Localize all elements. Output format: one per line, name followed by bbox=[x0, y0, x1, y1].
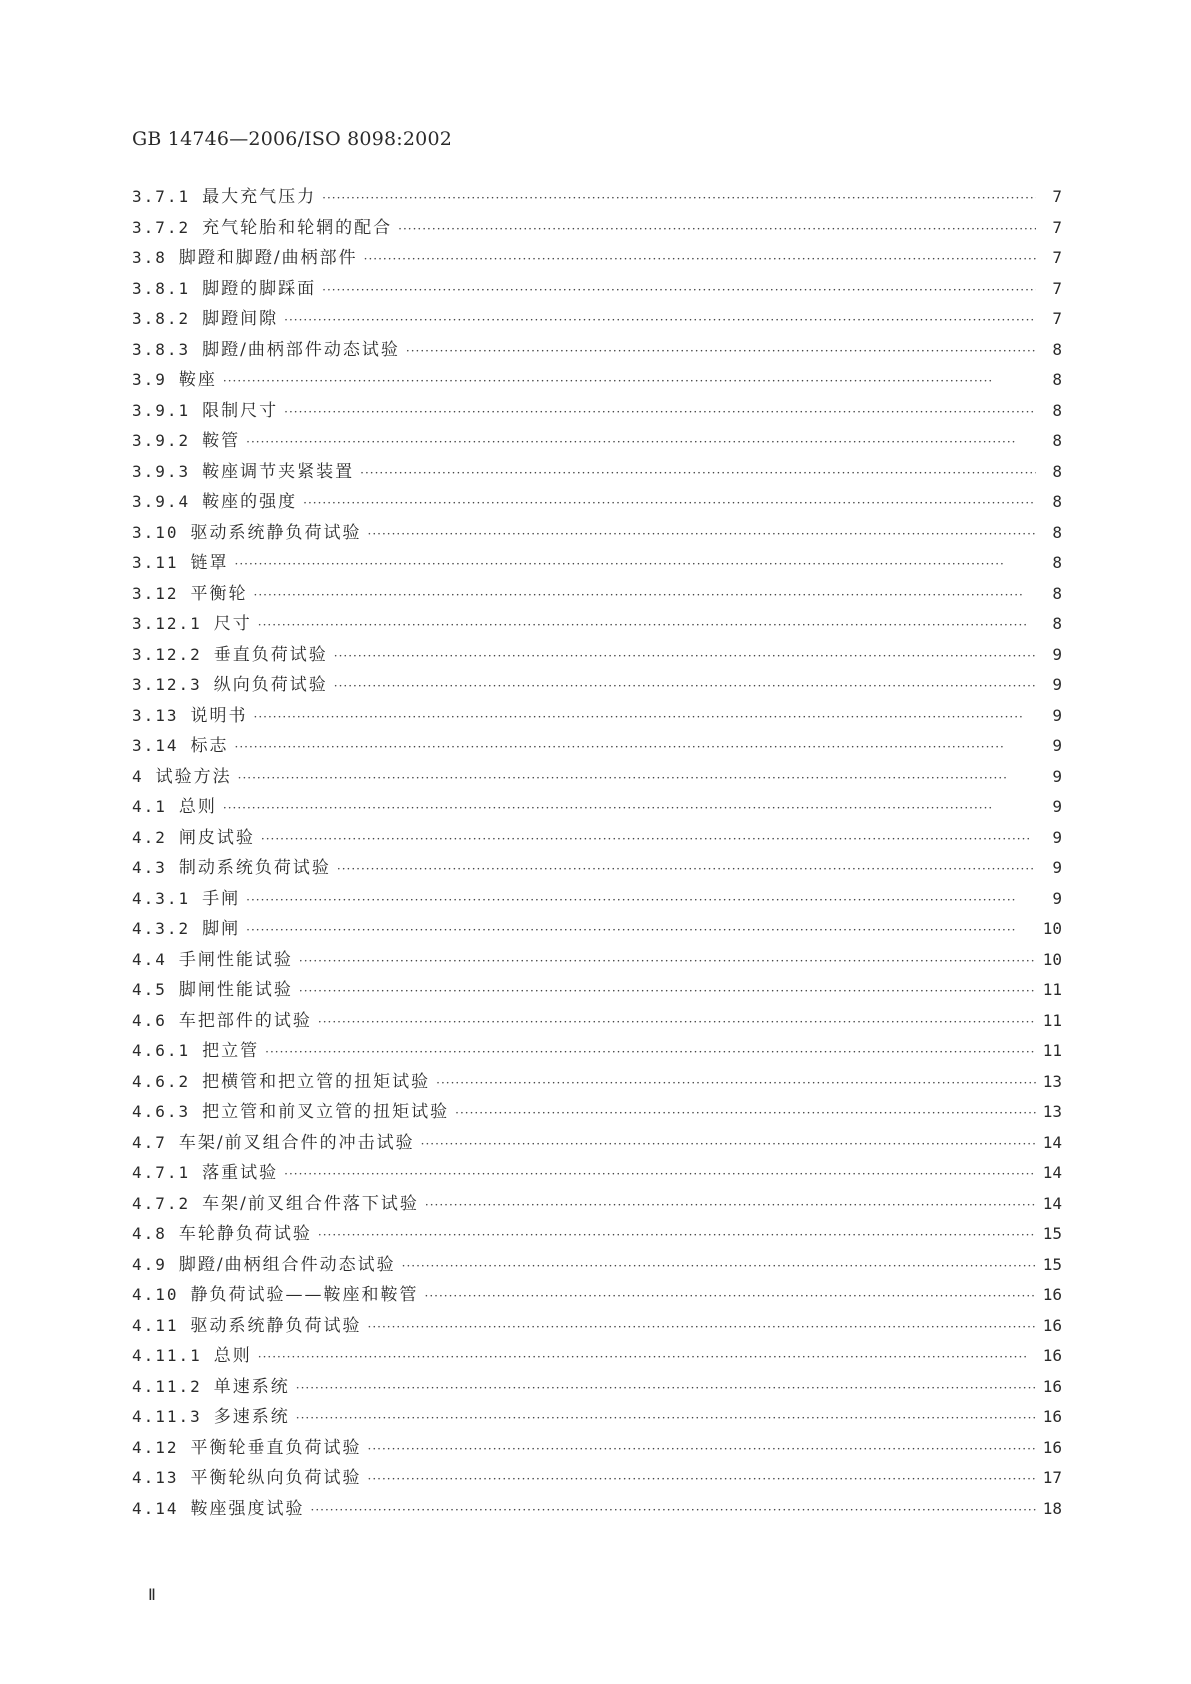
dot-leader bbox=[337, 862, 1036, 876]
page-ref: 14 bbox=[1042, 1163, 1062, 1182]
page-ref: 16 bbox=[1042, 1376, 1062, 1396]
document-header: GB 14746—2006/ISO 8098:2002 bbox=[132, 128, 453, 150]
dot-leader bbox=[364, 252, 1036, 266]
dot-leader bbox=[254, 710, 1036, 724]
page-ref: 8 bbox=[1052, 400, 1062, 420]
dot-leader bbox=[296, 1411, 1036, 1425]
dot-leader bbox=[258, 1350, 1036, 1364]
page-ref: 8 bbox=[1052, 339, 1062, 359]
section-title: 纵向负荷试验 bbox=[213, 675, 328, 695]
page-ref: 8 bbox=[1052, 370, 1062, 389]
page-ref: 15 bbox=[1042, 1254, 1062, 1274]
section-number: 3.9 bbox=[132, 370, 167, 389]
section-title: 车架/前叉组合件落下试验 bbox=[202, 1193, 419, 1214]
section-number: 4.13 bbox=[132, 1468, 179, 1487]
page-ref: 11 bbox=[1042, 1041, 1062, 1060]
page-ref: 8 bbox=[1052, 492, 1062, 511]
toc-entry[interactable] bbox=[132, 365, 1062, 396]
toc-entry[interactable] bbox=[132, 945, 1062, 976]
toc-entry[interactable] bbox=[132, 609, 1062, 640]
toc-entry[interactable] bbox=[132, 1097, 1062, 1128]
section-number: 3.11 bbox=[132, 553, 179, 572]
section-number: 3.14 bbox=[132, 736, 179, 755]
page-ref: 9 bbox=[1052, 736, 1062, 755]
dot-leader bbox=[368, 1472, 1036, 1486]
section-number: 4.6.3 bbox=[132, 1102, 191, 1121]
section-number: 3.12.2 bbox=[132, 644, 202, 664]
page-ref: 18 bbox=[1042, 1498, 1062, 1518]
dot-leader bbox=[360, 466, 1036, 480]
toc-entry[interactable] bbox=[132, 213, 1062, 244]
section-title: 链罩 bbox=[190, 553, 229, 573]
dot-leader bbox=[254, 588, 1036, 602]
page-ref: 16 bbox=[1042, 1346, 1062, 1365]
section-number: 3.8.2 bbox=[132, 309, 191, 328]
section-number: 3.10 bbox=[132, 522, 179, 542]
section-title: 静负荷试验——鞍座和鞍管 bbox=[190, 1285, 419, 1305]
section-number: 3.9.2 bbox=[132, 431, 191, 450]
page-ref: 9 bbox=[1052, 827, 1062, 847]
page-ref: 9 bbox=[1052, 858, 1062, 877]
section-number: 3.12.1 bbox=[132, 614, 202, 633]
section-title: 车架/前叉组合件的冲击试验 bbox=[178, 1132, 415, 1153]
section-number: 4 bbox=[132, 766, 144, 786]
page-ref: 8 bbox=[1052, 614, 1062, 633]
section-title: 手闸 bbox=[202, 888, 241, 909]
dot-leader bbox=[223, 801, 1036, 815]
section-number: 4.1 bbox=[132, 797, 167, 816]
table-of-contents bbox=[132, 182, 1062, 1524]
page-ref: 7 bbox=[1052, 278, 1062, 298]
section-title: 脚蹬间隙 bbox=[202, 309, 279, 329]
page-ref: 7 bbox=[1052, 309, 1062, 328]
dot-leader bbox=[223, 374, 1036, 388]
toc-entry[interactable] bbox=[132, 884, 1062, 915]
toc-entry[interactable] bbox=[132, 335, 1062, 366]
section-title: 把横管和把立管的扭矩试验 bbox=[202, 1071, 431, 1092]
section-number: 4.9 bbox=[132, 1254, 167, 1274]
page-ref: 7 bbox=[1052, 248, 1062, 267]
toc-entry[interactable] bbox=[132, 914, 1062, 945]
page-ref: 7 bbox=[1052, 217, 1062, 237]
dot-leader bbox=[284, 405, 1036, 419]
section-title: 车把部件的试验 bbox=[178, 1010, 312, 1031]
page-ref: 13 bbox=[1042, 1071, 1062, 1091]
section-title: 平衡轮 bbox=[190, 583, 248, 604]
section-number: 4.11.2 bbox=[132, 1376, 202, 1396]
dot-leader bbox=[235, 740, 1036, 754]
toc-entry[interactable] bbox=[132, 1280, 1062, 1311]
page-ref: 14 bbox=[1042, 1132, 1062, 1152]
dot-leader bbox=[284, 1167, 1036, 1181]
dot-leader bbox=[368, 1320, 1036, 1334]
toc-entry[interactable] bbox=[132, 823, 1062, 854]
section-number: 4.14 bbox=[132, 1498, 179, 1518]
section-title: 垂直负荷试验 bbox=[213, 644, 328, 665]
section-number: 4.3 bbox=[132, 858, 167, 877]
section-number: 4.7 bbox=[132, 1132, 167, 1152]
dot-leader bbox=[322, 283, 1036, 297]
section-number: 3.12 bbox=[132, 583, 179, 603]
toc-entry[interactable] bbox=[132, 1402, 1062, 1433]
section-number: 4.11.3 bbox=[132, 1407, 202, 1426]
toc-entry[interactable] bbox=[132, 274, 1062, 305]
toc-entry[interactable] bbox=[132, 975, 1062, 1006]
toc-entry[interactable] bbox=[132, 762, 1062, 793]
section-number: 4.11.1 bbox=[132, 1346, 202, 1365]
section-title: 充气轮胎和轮辋的配合 bbox=[202, 217, 393, 238]
toc-entry[interactable] bbox=[132, 396, 1062, 427]
dot-leader bbox=[299, 984, 1036, 998]
dot-leader bbox=[425, 1289, 1036, 1303]
toc-entry[interactable] bbox=[132, 1219, 1062, 1250]
section-title: 尺寸 bbox=[213, 614, 252, 634]
section-title: 标志 bbox=[190, 736, 229, 756]
section-title: 车轮静负荷试验 bbox=[178, 1224, 312, 1244]
section-number: 4.7.1 bbox=[132, 1163, 191, 1182]
section-number: 4.6 bbox=[132, 1010, 167, 1030]
page-ref: 9 bbox=[1052, 766, 1062, 786]
section-title: 单速系统 bbox=[213, 1376, 290, 1397]
page-ref: 8 bbox=[1052, 431, 1062, 450]
page-ref: 7 bbox=[1052, 187, 1062, 206]
page-ref: 16 bbox=[1042, 1407, 1062, 1426]
section-number: 3.7.2 bbox=[132, 217, 191, 237]
page-ref: 10 bbox=[1042, 949, 1062, 969]
dot-leader bbox=[246, 435, 1036, 449]
toc-entry[interactable] bbox=[132, 1067, 1062, 1098]
page-ref: 9 bbox=[1052, 888, 1062, 908]
page-ref: 16 bbox=[1042, 1437, 1062, 1457]
section-title: 平衡轮纵向负荷试验 bbox=[190, 1468, 362, 1488]
section-title: 脚闸 bbox=[202, 919, 241, 939]
toc-entry[interactable] bbox=[132, 731, 1062, 762]
toc-entry[interactable] bbox=[132, 1433, 1062, 1464]
page-ref: 11 bbox=[1042, 1010, 1062, 1030]
section-number: 4.6.1 bbox=[132, 1041, 191, 1060]
section-title: 最大充气压力 bbox=[202, 187, 317, 207]
section-title: 试验方法 bbox=[155, 766, 232, 787]
section-title: 制动系统负荷试验 bbox=[178, 858, 331, 878]
section-title: 驱动系统静负荷试验 bbox=[190, 1315, 362, 1336]
toc-entry[interactable] bbox=[132, 1250, 1062, 1281]
toc-entry[interactable] bbox=[132, 1189, 1062, 1220]
page-ref: 15 bbox=[1042, 1224, 1062, 1243]
section-number: 4.11 bbox=[132, 1315, 179, 1335]
section-number: 3.8 bbox=[132, 248, 167, 267]
page-ref: 11 bbox=[1042, 980, 1062, 999]
section-title: 脚蹬和脚蹬/曲柄部件 bbox=[178, 248, 358, 268]
section-number: 3.9.4 bbox=[132, 492, 191, 511]
section-number: 3.13 bbox=[132, 705, 179, 725]
dot-leader bbox=[246, 923, 1036, 937]
section-title: 脚蹬/曲柄组合件动态试验 bbox=[178, 1254, 396, 1275]
section-title: 平衡轮垂直负荷试验 bbox=[190, 1437, 362, 1458]
section-number: 4.4 bbox=[132, 949, 167, 969]
dot-leader bbox=[296, 1381, 1036, 1395]
section-title: 闸皮试验 bbox=[178, 827, 255, 848]
section-title: 多速系统 bbox=[213, 1407, 290, 1427]
dot-leader bbox=[303, 496, 1036, 510]
section-title: 说明书 bbox=[190, 705, 248, 726]
page-ref: 14 bbox=[1042, 1193, 1062, 1213]
toc-entry[interactable] bbox=[132, 1463, 1062, 1494]
toc-entry[interactable] bbox=[132, 1311, 1062, 1342]
dot-leader bbox=[318, 1015, 1036, 1029]
toc-entry[interactable] bbox=[132, 670, 1062, 701]
section-number: 4.2 bbox=[132, 827, 167, 847]
section-number: 4.5 bbox=[132, 980, 167, 999]
section-title: 鞍座调节夹紧装置 bbox=[202, 461, 355, 482]
toc-entry[interactable] bbox=[132, 243, 1062, 274]
toc-entry[interactable] bbox=[132, 1036, 1062, 1067]
dot-leader bbox=[402, 1259, 1036, 1273]
toc-entry[interactable] bbox=[132, 457, 1062, 488]
dot-leader bbox=[322, 191, 1036, 205]
section-number: 3.8.1 bbox=[132, 278, 191, 298]
dot-leader bbox=[311, 1503, 1036, 1517]
toc-entry[interactable] bbox=[132, 853, 1062, 884]
page-ref: 9 bbox=[1052, 675, 1062, 694]
dot-leader bbox=[318, 1228, 1036, 1242]
dot-leader bbox=[334, 679, 1036, 693]
section-number: 3.9.1 bbox=[132, 400, 191, 420]
dot-leader bbox=[265, 1045, 1036, 1059]
toc-entry[interactable] bbox=[132, 701, 1062, 732]
section-title: 总则 bbox=[178, 797, 217, 817]
page-ref: 8 bbox=[1052, 522, 1062, 542]
toc-entry[interactable] bbox=[132, 182, 1062, 213]
section-title: 鞍座的强度 bbox=[202, 492, 298, 512]
dot-leader bbox=[368, 1442, 1036, 1456]
dot-leader bbox=[258, 618, 1036, 632]
section-number: 4.7.2 bbox=[132, 1193, 191, 1213]
section-number: 3.8.3 bbox=[132, 339, 191, 359]
toc-entry[interactable] bbox=[132, 548, 1062, 579]
toc-entry[interactable] bbox=[132, 1158, 1062, 1189]
section-number: 4.3.2 bbox=[132, 919, 191, 938]
section-title: 限制尺寸 bbox=[202, 400, 279, 421]
toc-entry[interactable] bbox=[132, 1006, 1062, 1037]
section-number: 4.8 bbox=[132, 1224, 167, 1243]
dot-leader bbox=[368, 527, 1036, 541]
toc-entry[interactable] bbox=[132, 1494, 1062, 1525]
dot-leader bbox=[406, 344, 1036, 358]
section-title: 脚闸性能试验 bbox=[178, 980, 293, 1000]
section-title: 把立管和前叉立管的扭矩试验 bbox=[202, 1102, 450, 1122]
toc-entry[interactable] bbox=[132, 426, 1062, 457]
section-title: 手闸性能试验 bbox=[178, 949, 293, 970]
dot-leader bbox=[235, 557, 1036, 571]
dot-leader bbox=[425, 1198, 1036, 1212]
page-ref: 9 bbox=[1052, 705, 1062, 725]
toc-entry[interactable] bbox=[132, 487, 1062, 518]
section-title: 脚蹬/曲柄部件动态试验 bbox=[202, 339, 400, 360]
section-title: 把立管 bbox=[202, 1041, 260, 1061]
dot-leader bbox=[284, 313, 1036, 327]
dot-leader bbox=[436, 1076, 1036, 1090]
toc-entry[interactable] bbox=[132, 640, 1062, 671]
section-title: 鞍座强度试验 bbox=[190, 1498, 305, 1519]
section-number: 3.7.1 bbox=[132, 187, 191, 206]
section-number: 3.12.3 bbox=[132, 675, 202, 694]
page-ref: 16 bbox=[1042, 1315, 1062, 1335]
section-number: 4.3.1 bbox=[132, 888, 191, 908]
dot-leader bbox=[299, 954, 1036, 968]
page-ref: 8 bbox=[1052, 583, 1062, 603]
dot-leader bbox=[398, 222, 1036, 236]
dot-leader bbox=[334, 649, 1036, 663]
section-number: 4.12 bbox=[132, 1437, 179, 1457]
section-title: 落重试验 bbox=[202, 1163, 279, 1183]
toc-entry[interactable] bbox=[132, 304, 1062, 335]
toc-entry[interactable] bbox=[132, 792, 1062, 823]
page-ref: 8 bbox=[1052, 461, 1062, 481]
section-title: 总则 bbox=[213, 1346, 252, 1366]
section-title: 脚蹬的脚踩面 bbox=[202, 278, 317, 299]
toc-entry[interactable] bbox=[132, 579, 1062, 610]
page-ref: 10 bbox=[1042, 919, 1062, 938]
page-ref: 8 bbox=[1052, 553, 1062, 572]
dot-leader bbox=[246, 893, 1036, 907]
section-title: 鞍座 bbox=[178, 370, 217, 390]
page-ref: 9 bbox=[1052, 644, 1062, 664]
dot-leader bbox=[421, 1137, 1036, 1151]
toc-entry[interactable] bbox=[132, 518, 1062, 549]
page-ref: 9 bbox=[1052, 797, 1062, 816]
toc-entry[interactable] bbox=[132, 1372, 1062, 1403]
section-number: 4.6.2 bbox=[132, 1071, 191, 1091]
dot-leader bbox=[238, 771, 1036, 785]
page-ref: 17 bbox=[1042, 1468, 1062, 1487]
dot-leader bbox=[261, 832, 1036, 846]
section-title: 鞍管 bbox=[202, 431, 241, 451]
toc-entry[interactable] bbox=[132, 1128, 1062, 1159]
dot-leader bbox=[455, 1106, 1036, 1120]
page-number: Ⅱ bbox=[148, 1587, 156, 1604]
page-ref: 16 bbox=[1042, 1285, 1062, 1304]
section-number: 4.10 bbox=[132, 1285, 179, 1304]
section-number: 3.9.3 bbox=[132, 461, 191, 481]
section-title: 驱动系统静负荷试验 bbox=[190, 522, 362, 543]
toc-entry[interactable] bbox=[132, 1341, 1062, 1372]
page-ref: 13 bbox=[1042, 1102, 1062, 1121]
